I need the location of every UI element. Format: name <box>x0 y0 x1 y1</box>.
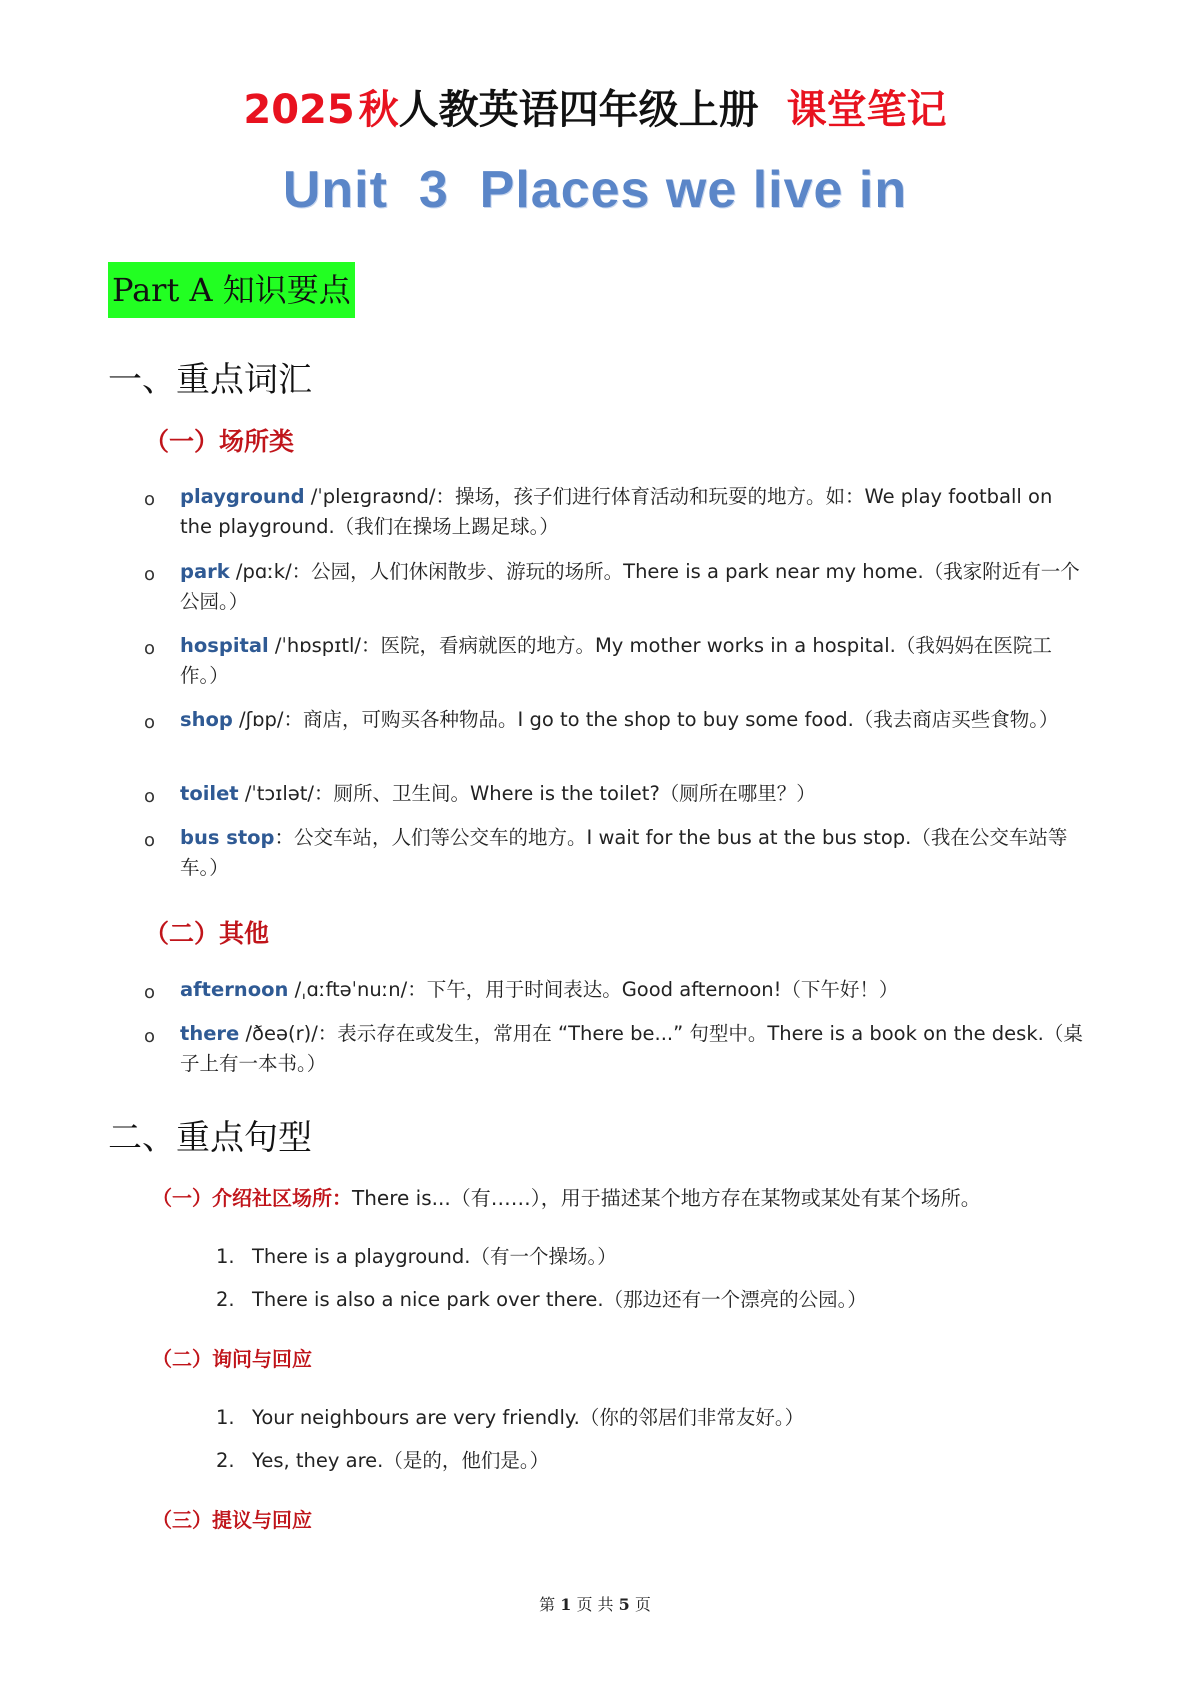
sentence-item <box>216 1445 549 1473</box>
subsection-introduce-places <box>152 1182 981 1211</box>
vocab-word: park <box>180 560 230 583</box>
sentence-item <box>216 1241 617 1269</box>
section-vocabulary-heading: 一、重点词汇 <box>108 360 312 400</box>
sentence-item <box>216 1284 867 1312</box>
page-footer <box>0 1592 1190 1615</box>
vocab-definition: /ðeə(r)/：表示存在或发生，常用在 “There be...” 句型中。There is a book on the desk.（桌子上有一本书。） <box>180 1022 1083 1075</box>
footer-prefix: 第 <box>539 1595 556 1614</box>
sentence-text: Your neighbours are very friendly.（你的邻居们非常友好。） <box>252 1406 805 1429</box>
vocab-definition: /ˈpleɪɡraʊnd/：操场，孩子们进行体育活动和玩耍的地方。如：We play football on the playground.（我们在操场上踢足球。） <box>180 485 1053 538</box>
vocab-item-there <box>180 1019 1085 1079</box>
title-year: 2025 <box>243 87 355 133</box>
bullet-icon: o <box>144 982 156 1003</box>
section-sentence-patterns-heading: 二、重点句型 <box>108 1118 312 1158</box>
bullet-icon: o <box>144 1026 156 1047</box>
subsection-introduce-places-title: （一）介绍社区场所： <box>152 1186 352 1210</box>
title-season: 秋 <box>358 87 399 133</box>
bullet-icon: o <box>144 489 156 510</box>
bullet-icon: o <box>144 830 156 851</box>
title-notes: 课堂笔记 <box>786 87 947 133</box>
sentence-number: 1. <box>216 1245 235 1268</box>
vocab-definition: /ˈtɔɪlət/：厕所、卫生间。Where is the toilet?（厕所在哪里？） <box>238 782 816 805</box>
vocab-word: playground <box>180 485 305 508</box>
vocab-item-shop <box>180 705 1085 735</box>
vocab-definition: /ˈhɒspɪtl/：医院，看病就医的地方。My mother works in a hospital.（我妈妈在医院工作。） <box>180 634 1052 687</box>
vocab-item-hospital <box>180 631 1085 691</box>
subsection-suggest-respond-heading: （三）提议与回应 <box>152 1508 312 1532</box>
vocab-word: there <box>180 1022 240 1045</box>
sentence-number: 1. <box>216 1406 235 1429</box>
vocab-word: shop <box>180 708 233 731</box>
vocab-item-afternoon <box>180 975 1085 1005</box>
vocab-item-playground <box>180 482 1085 542</box>
vocab-word: hospital <box>180 634 269 657</box>
subsection-places-heading: （一）场所类 <box>144 427 295 456</box>
vocab-word: afternoon <box>180 978 289 1001</box>
footer-total-pages: 5 <box>618 1595 630 1614</box>
vocab-definition: /ˌɑːftəˈnuːn/：下午，用于时间表达。Good afternoon!（下午好！） <box>288 978 899 1001</box>
vocab-word: bus stop <box>180 826 275 849</box>
title-main: 人教英语四年级上册 <box>398 87 759 133</box>
subsection-introduce-places-desc: There is...（有……），用于描述某个地方存在某物或某处有某个场所。 <box>352 1186 981 1210</box>
bullet-icon: o <box>144 564 156 585</box>
unit-title: Unit 3 Places we live in <box>282 161 908 219</box>
sentence-text: There is also a nice park over there.（那边还有一个漂亮的公园。） <box>252 1288 867 1311</box>
vocab-word: toilet <box>180 782 239 805</box>
subsection-ask-respond-heading: （二）询问与回应 <box>152 1347 312 1371</box>
sentence-text: There is a playground.（有一个操场。） <box>252 1245 617 1268</box>
vocab-definition: ：公交车站，人们等公交车的地方。I wait for the bus at the bus stop.（我在公交车站等车。） <box>180 826 1068 879</box>
footer-page-number: 1 <box>560 1595 572 1614</box>
part-a-label: Part A 知识要点 <box>108 262 355 318</box>
document-title <box>0 78 1190 135</box>
subsection-others-heading: （二）其他 <box>144 919 270 948</box>
sentence-number: 2. <box>216 1449 235 1472</box>
vocab-definition: /ʃɒp/：商店，可购买各种物品。I go to the shop to buy some food.（我去商店买些食物。） <box>232 708 1059 731</box>
vocab-item-toilet <box>180 779 1085 809</box>
bullet-icon: o <box>144 638 156 659</box>
sentence-text: Yes, they are.（是的，他们是。） <box>252 1449 550 1472</box>
vocab-item-bus-stop <box>180 823 1085 883</box>
vocab-definition: /pɑːk/：公园，人们休闲散步、游玩的场所。There is a park near my home.（我家附近有一个公园。） <box>180 560 1080 613</box>
bullet-icon: o <box>144 786 156 807</box>
bullet-icon: o <box>144 712 156 733</box>
footer-suffix: 页 <box>634 1595 651 1614</box>
vocab-item-park <box>180 557 1085 617</box>
footer-middle: 页 共 <box>576 1595 614 1614</box>
sentence-number: 2. <box>216 1288 235 1311</box>
sentence-item <box>216 1402 804 1430</box>
